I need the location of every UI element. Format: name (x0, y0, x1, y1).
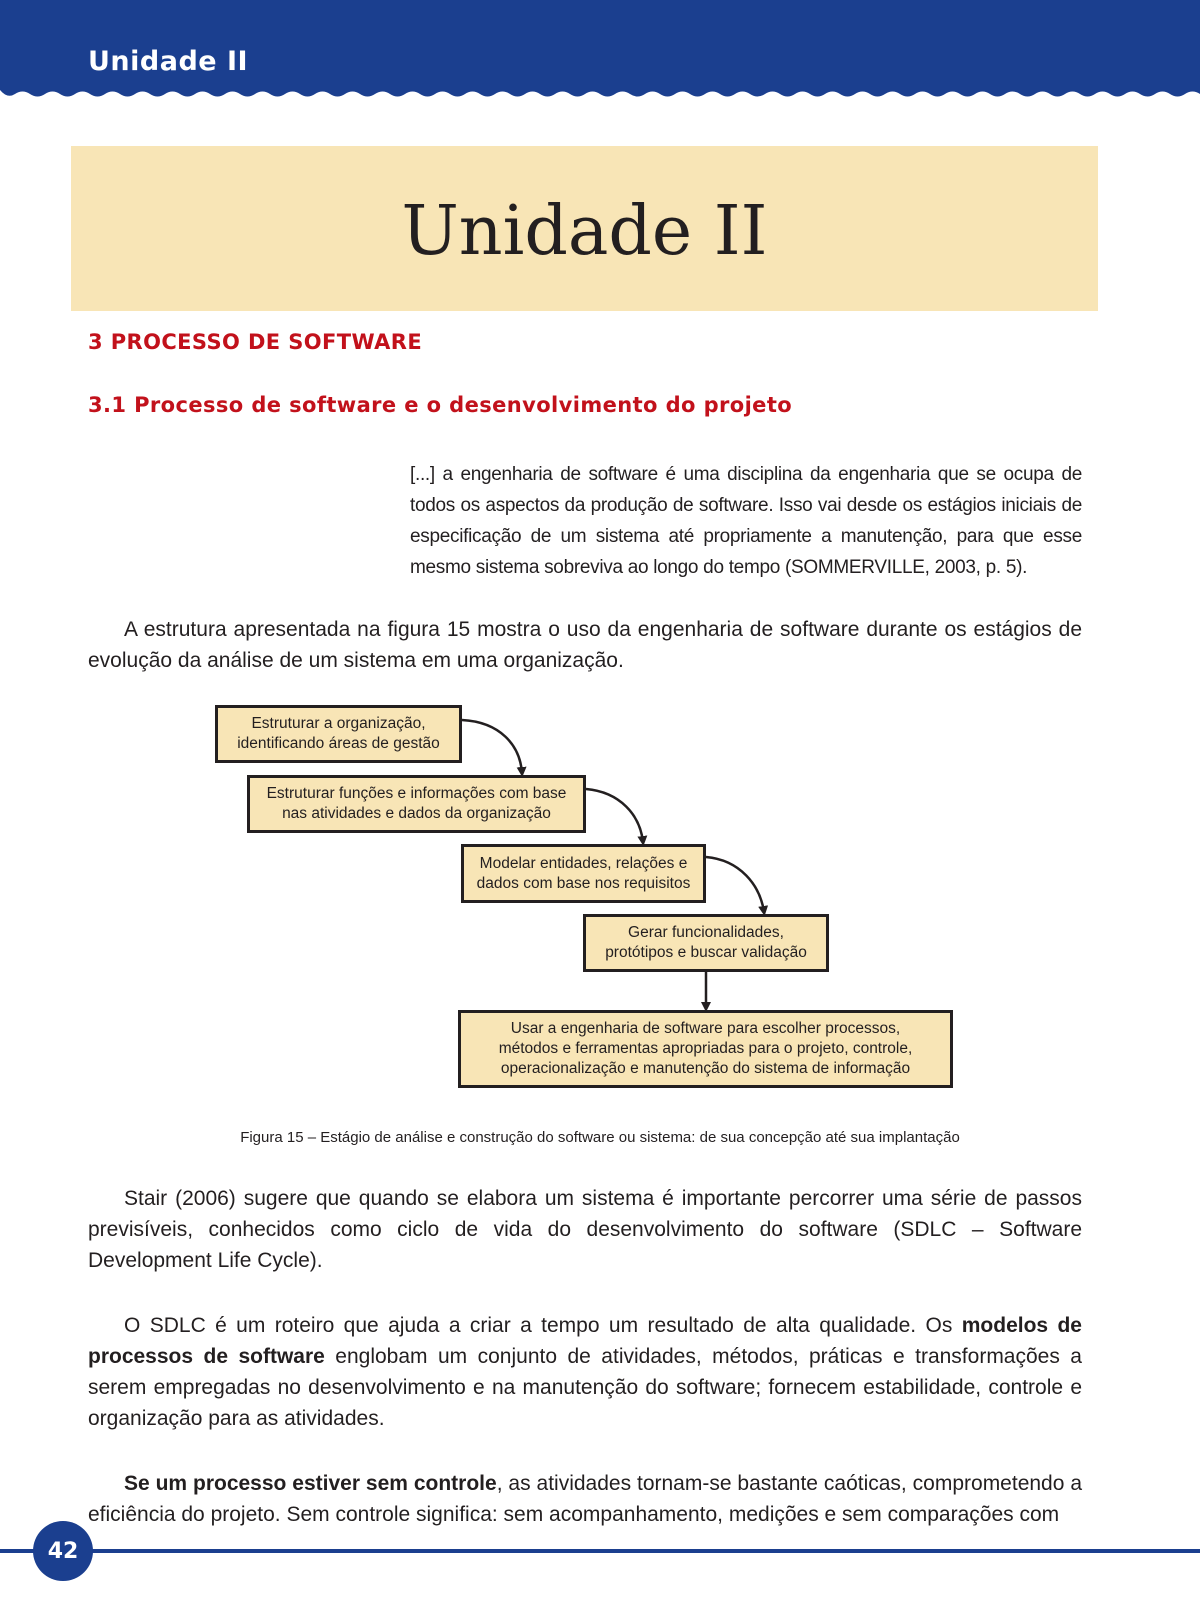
arrow-step-2-to-3 (586, 789, 643, 842)
footer-rule (0, 1549, 1200, 1553)
running-header-title: Unidade II (88, 46, 249, 77)
flow-step-2: Estruturar funções e informações com base nas atividades e dados da organização (247, 775, 586, 833)
paragraph-sdlc-models: O SDLC é um roteiro que ajuda a criar a tempo um resultado de alta qualidade. Os modelos de processos de software englobam um conjunto de atividades, métodos, práticas e transformações a serem empregadas no desenvolvimento e na manutenção do software; fornecem estabilidade, controle e organização para as atividades. (88, 1314, 1082, 1430)
paragraph-process-control: Se um processo estiver sem controle, as atividades tornam-se bastante caóticas, comprometendo a eficiência do projeto. Sem controle significa: sem acompanhamento, medições e sem comparações com (88, 1472, 1082, 1526)
unit-banner-title: Unidade II (401, 192, 768, 271)
unit-banner (71, 146, 1098, 311)
flow-step-3: Modelar entidades, relações e dados com base nos requisitos (461, 844, 706, 903)
arrow-step-1-to-2 (462, 720, 522, 773)
page-number-badge: 42 (33, 1521, 93, 1581)
block-quote: [...] a engenharia de software é uma disciplina da engenharia que se ocupa de todos os aspectos da produção de software. Isso vai desde os estágios iniciais de especificação de um sistema até propriamente a manutenção, para que esse mesmo sistema sobreviva ao longo do tempo (SOMMERVILLE, 2003, p. 5). (410, 464, 1082, 578)
paragraph-sdlc-intro: Stair (2006) sugere que quando se elabora um sistema é importante percorrer uma série de passos previsíveis, conhecidos como ciclo de vida do desenvolvimento do software (SDLC – Software Development Life Cycle). (88, 1187, 1082, 1272)
section-heading: 3 PROCESSO DE SOFTWARE (88, 330, 423, 354)
subsection-heading: 3.1 Processo de software e o desenvolvimento do projeto (88, 393, 793, 417)
flow-step-5: Usar a engenharia de software para escolher processos, métodos e ferramentas apropriadas para o projeto, controle, operacionalização e manutenção do sistema de informação (458, 1010, 953, 1088)
flow-step-1: Estruturar a organização, identificando áreas de gestão (215, 705, 462, 763)
arrow-step-3-to-4 (706, 857, 764, 912)
paragraph-intro: A estrutura apresentada na figura 15 mostra o uso da engenharia de software durante os estágios de evolução da análise de um sistema em uma organização. (88, 618, 1082, 672)
figure-caption: Figura 15 – Estágio de análise e construção do software ou sistema: de sua concepção até sua implantação (240, 1129, 960, 1146)
flow-step-4: Gerar funcionalidades, protótipos e buscar validação (583, 914, 829, 972)
